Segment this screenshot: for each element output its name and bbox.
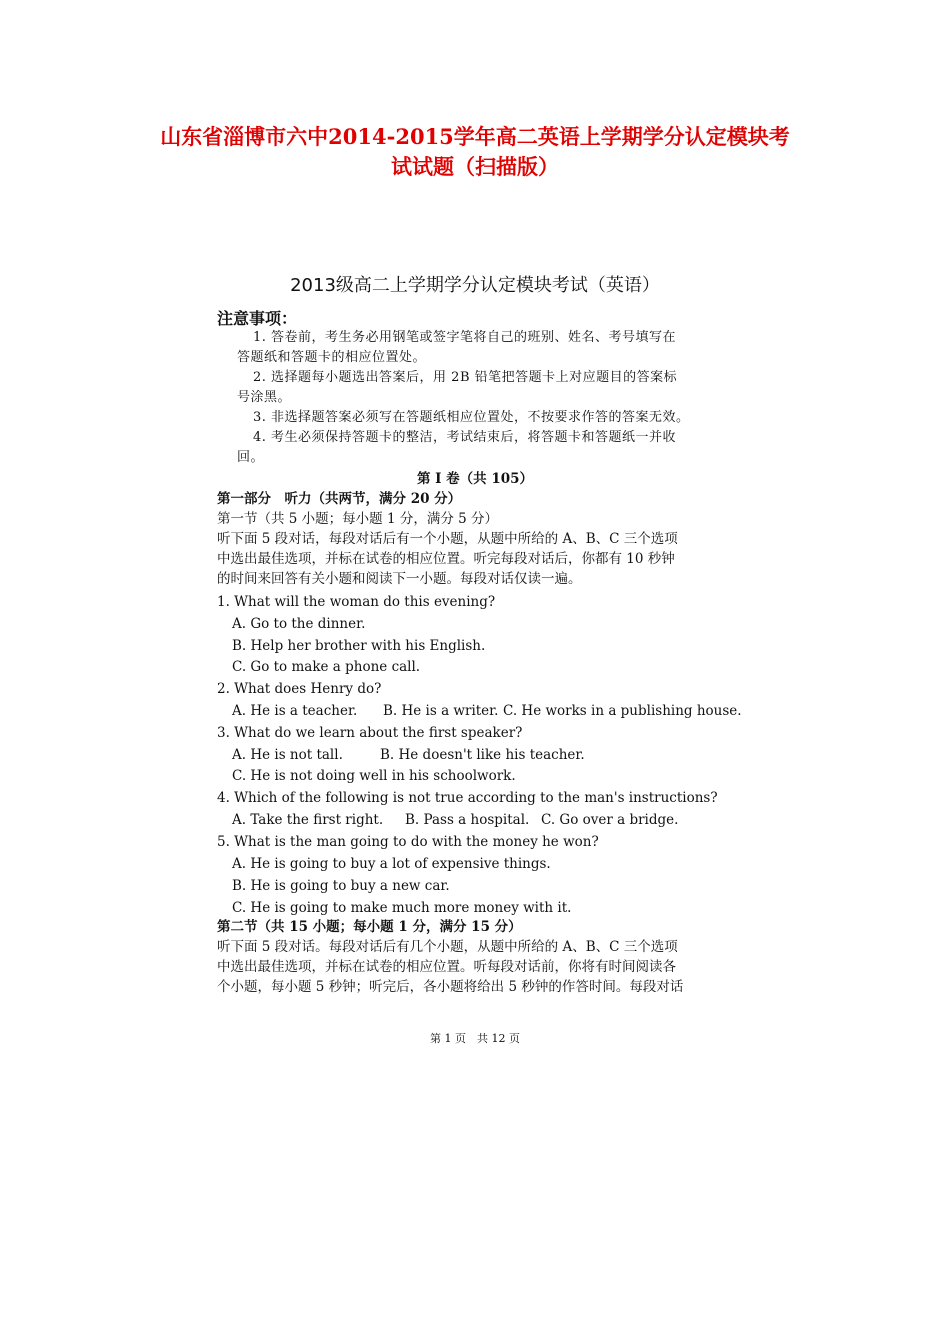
option-3b: B. He doesn't like his teacher. — [380, 747, 585, 763]
question-1: 1. What will the woman do this evening? — [217, 594, 496, 610]
option-4b: B. Pass a hospital. — [405, 812, 530, 828]
document-title — [120, 122, 830, 182]
option-1b: B. Help her brother with his English. — [232, 638, 486, 654]
section2-line: 中选出最佳选项，并标在试卷的相应位置。听每段对话前，你将有时间阅读各 — [217, 959, 676, 975]
option-2a: A. He is a teacher. — [232, 703, 358, 719]
section2-heading: 第二节（共 15 小题；每小题 1 分，满分 15 分） — [217, 919, 522, 935]
section1-heading: 第一节（共 5 小题；每小题 1 分，满分 5 分） — [217, 511, 499, 527]
option-1c: C. Go to make a phone call. — [232, 659, 421, 675]
volume-title: 第 I 卷（共 105） — [416, 471, 534, 487]
document-title-line-2: 试试题（扫描版） — [391, 154, 559, 179]
document-title-line-1: 山东省淄博市六中2014-2015学年高二英语上学期学分认定模块考 — [160, 124, 790, 149]
section2-line: 个小题，每小题 5 秒钟；听完后，各小题将给出 5 秒钟的作答时间。每段对话 — [217, 979, 684, 995]
note-line: 答题纸和答题卡的相应位置处。 — [237, 350, 427, 365]
instruction-line: 的时间来回答有关小题和阅读下一小题。每段对话仅读一遍。 — [217, 571, 582, 587]
note-line: 4. 考生必须保持答题卡的整洁，考试结束后，将答题卡和答题纸一并收 — [253, 430, 677, 445]
instruction-line: 中选出最佳选项，并标在试卷的相应位置。听完每段对话后，你都有 10 秒钟 — [217, 551, 675, 567]
option-2b: B. He is a writer. — [383, 703, 499, 719]
option-3a: A. He is not tall. — [232, 747, 343, 763]
note-line: 回。 — [237, 450, 265, 465]
instruction-line: 听下面 5 段对话，每段对话后有一个小题，从题中所给的 A、B、C 三个选项 — [217, 531, 678, 547]
page-footer: 第 1 页 共 12 页 — [430, 1032, 520, 1045]
question-3: 3. What do we learn about the first speaker? — [217, 725, 523, 741]
option-1a: A. Go to the dinner. — [232, 616, 366, 632]
notes-heading: 注意事项： — [217, 309, 298, 328]
option-3c: C. He is not doing well in his schoolwork. — [232, 768, 516, 784]
section2-line: 听下面 5 段对话。每段对话后有几个小题，从题中所给的 A、B、C 三个选项 — [217, 939, 678, 955]
exam-title: 2013级高二上学期学分认定模块考试（英语） — [290, 275, 660, 296]
option-5c: C. He is going to make much more money with it. — [232, 900, 572, 916]
option-4a: A. Take the first right. — [232, 812, 384, 828]
note-line: 2. 选择题每小题选出答案后，用 2B 铅笔把答题卡上对应题目的答案标 — [253, 370, 678, 385]
question-4: 4. Which of the following is not true according to the man's instructions? — [217, 790, 718, 806]
question-5: 5. What is the man going to do with the money he won? — [217, 834, 599, 850]
option-4c: C. Go over a bridge. — [541, 812, 679, 828]
note-line: 号涂黑。 — [237, 390, 292, 405]
option-2c: C. He works in a publishing house. — [503, 703, 742, 719]
question-2: 2. What does Henry do? — [217, 681, 382, 697]
option-5a: A. He is going to buy a lot of expensive things. — [232, 856, 551, 872]
note-line: 3. 非选择题答案必须写在答题纸相应位置处，不按要求作答的答案无效。 — [253, 410, 690, 425]
note-line: 1. 答卷前，考生务必用钢笔或签字笔将自己的班别、姓名、考号填写在 — [253, 330, 677, 345]
part1-heading: 第一部分 听力（共两节，满分 20 分） — [217, 491, 462, 507]
option-5b: B. He is going to buy a new car. — [232, 878, 450, 894]
